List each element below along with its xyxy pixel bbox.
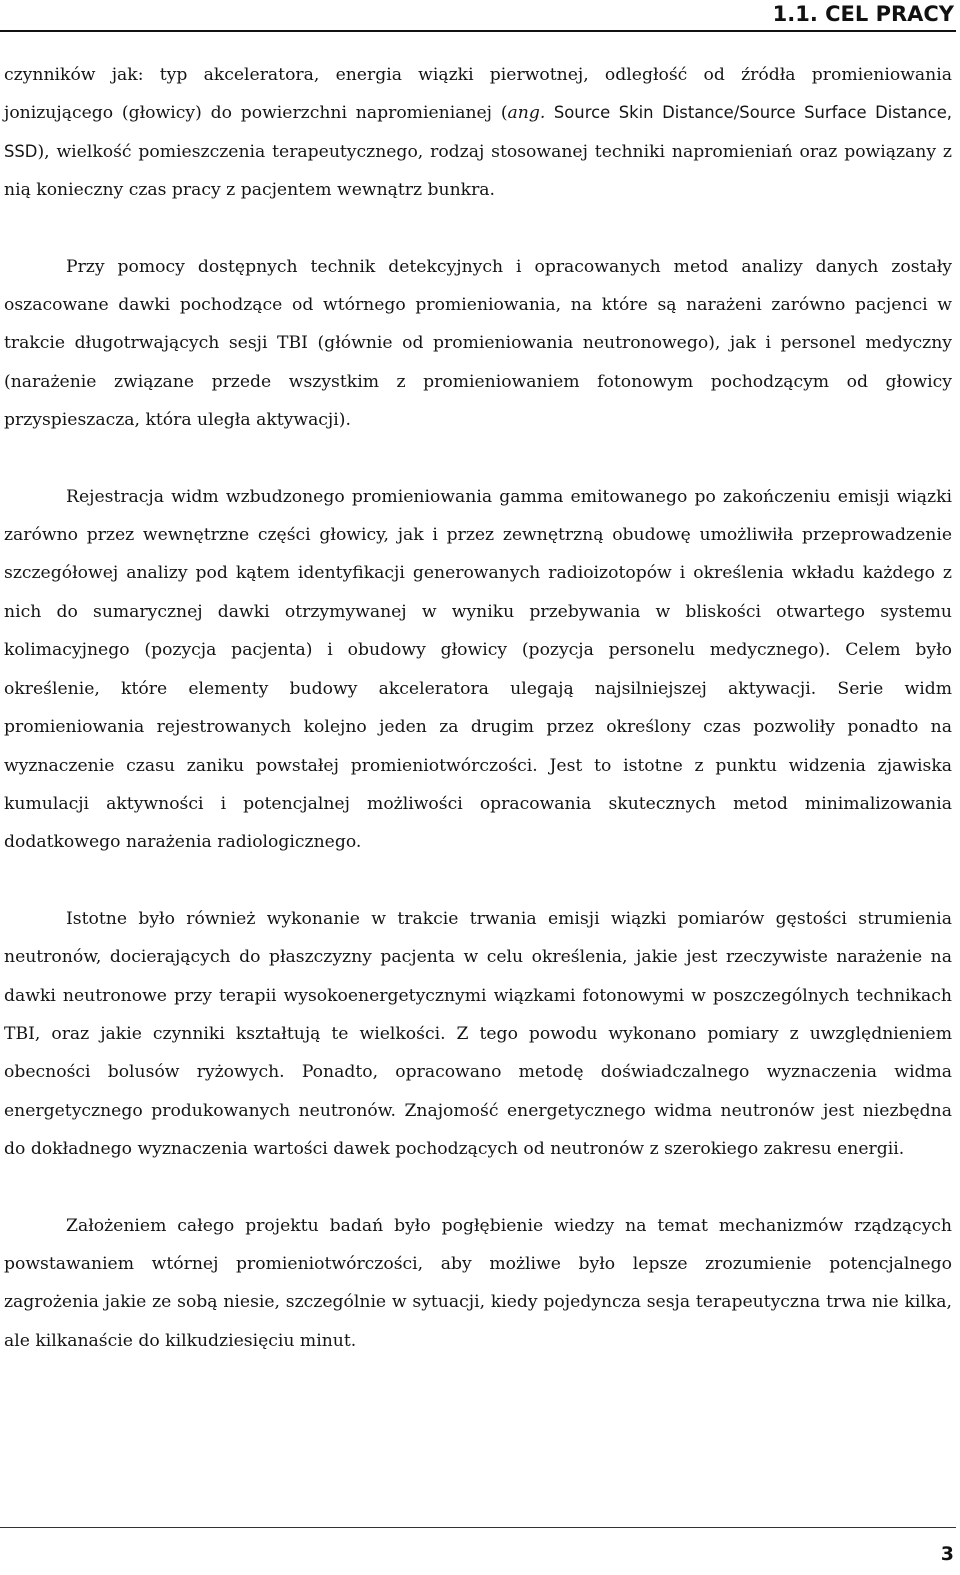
english-term: Source Skin Distance/Source Surface Distance, SSD	[4, 103, 952, 161]
paragraph-1-text-end: ), wielkość pomieszczenia terapeutycznego, rodzaj stosowanej techniki napromieniań oraz powiązany z nią konieczny czas pracy z pacjentem wewnątrz bunkra.	[4, 141, 952, 201]
body-text	[4, 56, 952, 1360]
footer-rule	[0, 1527, 956, 1528]
paragraph-1-text-start: czynników jak: typ akceleratora, energia wiązki pierwotnej, odległość od źródła promieniowania jonizującego (głowicy) do powierzchni napromienianej (	[4, 65, 952, 124]
paragraph-continuation	[4, 56, 952, 210]
lang-abbreviation: ang.	[507, 103, 546, 124]
paragraph-neutron-measurements: Istotne było również wykonanie w trakcie trwania emisji wiązki pomiarów gęstości strumienia neutronów, docierających do płaszczyzny pacjenta w celu określenia, jakie jest rzeczywiste narażenie na dawki neutronowe przy terapii wysokoenergetycznymi wiązkami fotonowymi w poszczególnych technikach TBI, oraz jakie czynniki kształtują te wielkości. Z tego powodu wykonano pomiary z uwzględnieniem obecności bolusów ryżowych. Ponadto, opracowano metodę doświadczalnego wyznaczenia widma energetycznego produkowanych neutronów. Znajomość energetycznego widma neutronów jest niezbędna do dokładnego wyznaczenia wartości dawek pochodzących od neutronów z szerokiego zakresu energii.	[4, 908, 952, 1160]
section-title: 1.1. CEL PRACY	[772, 2, 954, 26]
paragraph-dose-estimation: Przy pomocy dostępnych technik detekcyjnych i opracowanych metod analizy danych zostały oszacowane dawki pochodzące od wtórnego promieniowania, na które są narażeni zarówno pacjenci w trakcie długotrwających sesji TBI (głównie od promieniowania neutronowego), jak i personel medyczny (narażenie związane przede wszystkim z promieniowaniem fotonowym pochodzącym od głowicy przyspieszacza, która uległa aktywacji).	[4, 256, 952, 431]
running-header	[0, 0, 960, 30]
paragraph-project-goal: Założeniem całego projektu badań było pogłębienie wiedzy na temat mechanizmów rządzących powstawaniem wtórnej promieniotwórczości, aby możliwe było lepsze zrozumienie potencjalnego zagrożenia jakie ze sobą niesie, szczególnie w sytuacji, kiedy pojedyncza sesja terapeutyczna trwa nie kilka, ale kilkanaście do kilkudziesięciu minut.	[4, 1215, 952, 1351]
paragraph-gamma-spectra: Rejestracja widm wzbudzonego promieniowania gamma emitowanego po zakończeniu emisji wiązki zarówno przez wewnętrzne części głowicy, jak i przez zewnętrzną obudowę umożliwiła przeprowadzenie szczegółowej analizy pod kątem identyfikacji generowanych radioizotopów i określenia wkładu każdego z nich do sumarycznej dawki otrzymywanej w wyniku przebywania w bliskości otwartego systemu kolimacyjnego (pozycja pacjenta) i obudowy głowicy (pozycja personelu medycznego). Celem było określenie, które elementy budowy akceleratora ulegają najsilniejszej aktywacji. Serie widm promieniowania rejestrowanych kolejno jeden za drugim przez określony czas pozwoliły ponadto na wyznaczenie czasu zaniku powstałej promieniotwórczości. Jest to istotne z punktu widzenia zjawiska kumulacji aktywności i potencjalnej możliwości opracowania skutecznych metod minimalizowania dodatkowego narażenia radiologicznego.	[4, 486, 952, 853]
header-rule	[0, 30, 956, 32]
page-number: 3	[940, 1543, 954, 1565]
